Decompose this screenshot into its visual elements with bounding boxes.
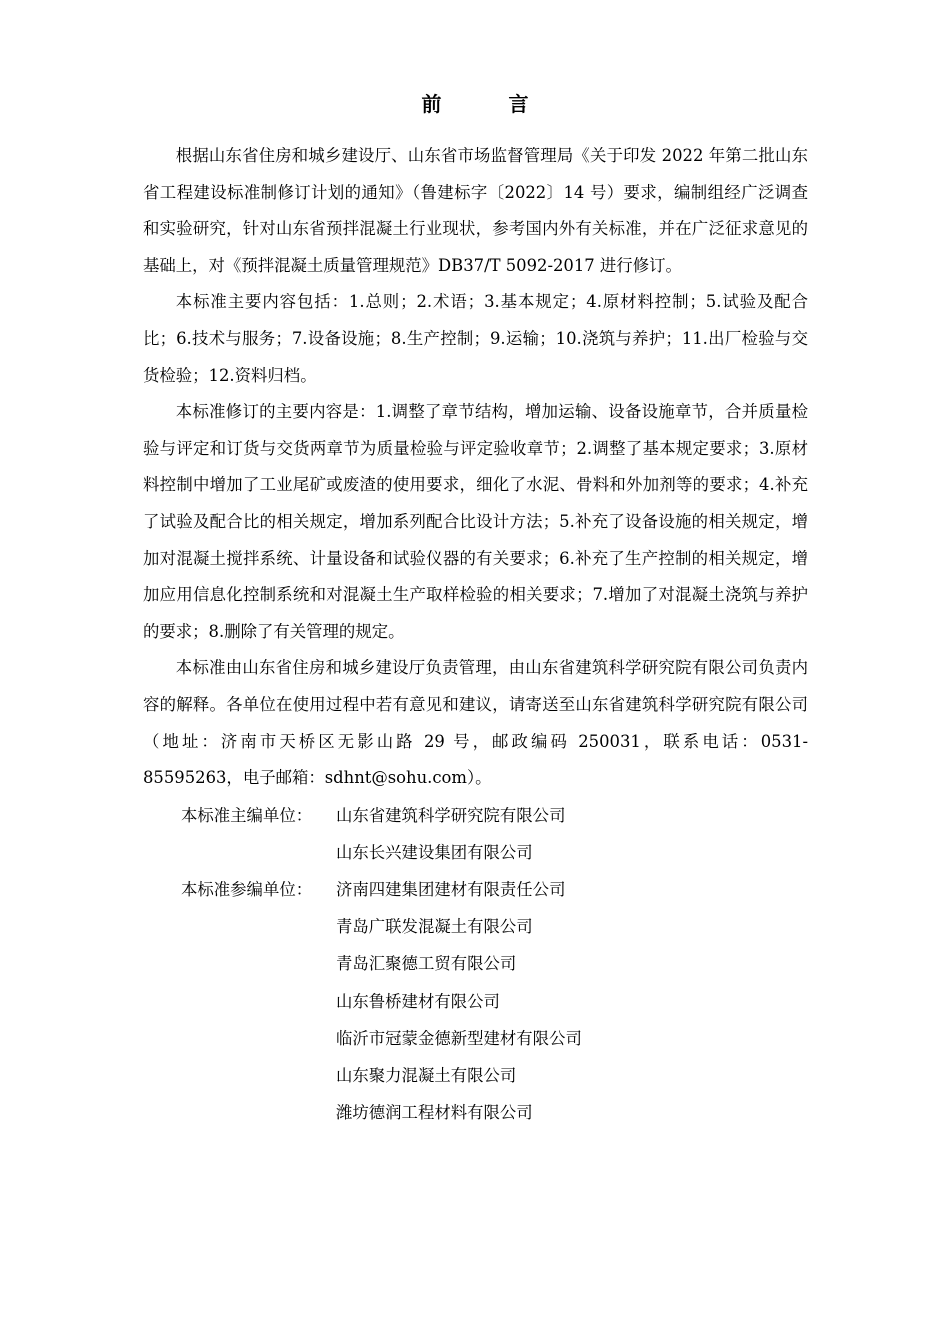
participating-units-label: 本标准参编单位： [181, 880, 313, 900]
unit-row [143, 1020, 808, 1057]
unit-row [143, 945, 808, 982]
unit-row [143, 1057, 808, 1094]
chief-units-block [143, 797, 808, 871]
unit-name: 山东省建筑科学研究院有限公司 [336, 805, 566, 825]
paragraph-revisions: 本标准修订的主要内容是：1.调整了章节结构，增加运输、设备设施章节，合并质量检验与评定和订货与交货两章节为质量检验与评定验收章节；2.调整了基本规定要求；3.原材料控制中增加了工业尾矿或废渣的使用要求，细化了水泥、骨料和外加剂等的要求；4.补充了试验及配合比的相关规定，增加系列配合比设计方法；5.补充了设备设施的相关规定，增加对混凝土搅拌系统、计量设备和试验仪器的有关要求；6.补充了生产控制的相关规定，增加应用信息化控制系统和对混凝土生产取样检验的相关要求；7.增加了对混凝土浇筑与养护的要求；8.删除了有关管理的规定。 [143, 402, 808, 641]
unit-name: 潍坊德润工程材料有限公司 [336, 1103, 533, 1123]
unit-row [143, 834, 808, 871]
participating-units-block [143, 871, 808, 1131]
unit-name: 山东鲁桥建材有限公司 [336, 991, 500, 1011]
unit-row [143, 908, 808, 945]
preface-body [143, 138, 808, 1131]
unit-row [143, 797, 808, 834]
unit-name: 济南四建集团建材有限责任公司 [336, 880, 566, 900]
paragraph-background: 根据山东省住房和城乡建设厅、山东省市场监督管理局《关于印发 2022 年第二批山东省工程建设标准制修订计划的通知》（鲁建标字〔2022〕14 号）要求，编制组经广泛调查和实验研究，针对山东省预拌混凝土行业现状，参考国内外有关标准，并在广泛征求意见的基础上，对《预拌混凝土质量管理规范》DB37/T 5092-2017 进行修订。 [143, 146, 808, 275]
page-title: 前 言 [421, 92, 559, 116]
unit-row [143, 983, 808, 1020]
chief-units-label: 本标准主编单位： [181, 805, 313, 825]
paragraph-management: 本标准由山东省住房和城乡建设厅负责管理，由山东省建筑科学研究院有限公司负责内容的解释。各单位在使用过程中若有意见和建议，请寄送至山东省建筑科学研究院有限公司（地址：济南市天桥区无影山路 29 号，邮政编码 250031，联系电话：0531-85595263，电子邮箱：sdhnt@sohu.com）。 [143, 658, 808, 788]
unit-row [143, 1094, 808, 1131]
unit-name: 青岛汇聚德工贸有限公司 [336, 954, 517, 974]
unit-row [143, 871, 808, 908]
unit-name: 山东聚力混凝土有限公司 [336, 1066, 517, 1085]
unit-name: 青岛广联发混凝土有限公司 [336, 917, 533, 937]
unit-name: 临沂市冠蒙金德新型建材有限公司 [336, 1028, 582, 1048]
unit-name: 山东长兴建设集团有限公司 [336, 842, 533, 862]
paragraph-contents: 本标准主要内容包括：1.总则；2.术语；3.基本规定；4.原材料控制；5.试验及配合比；6.技术与服务；7.设备设施；8.生产控制；9.运输；10.浇筑与养护；11.出厂检验与交货检验；12.资料归档。 [143, 292, 808, 385]
